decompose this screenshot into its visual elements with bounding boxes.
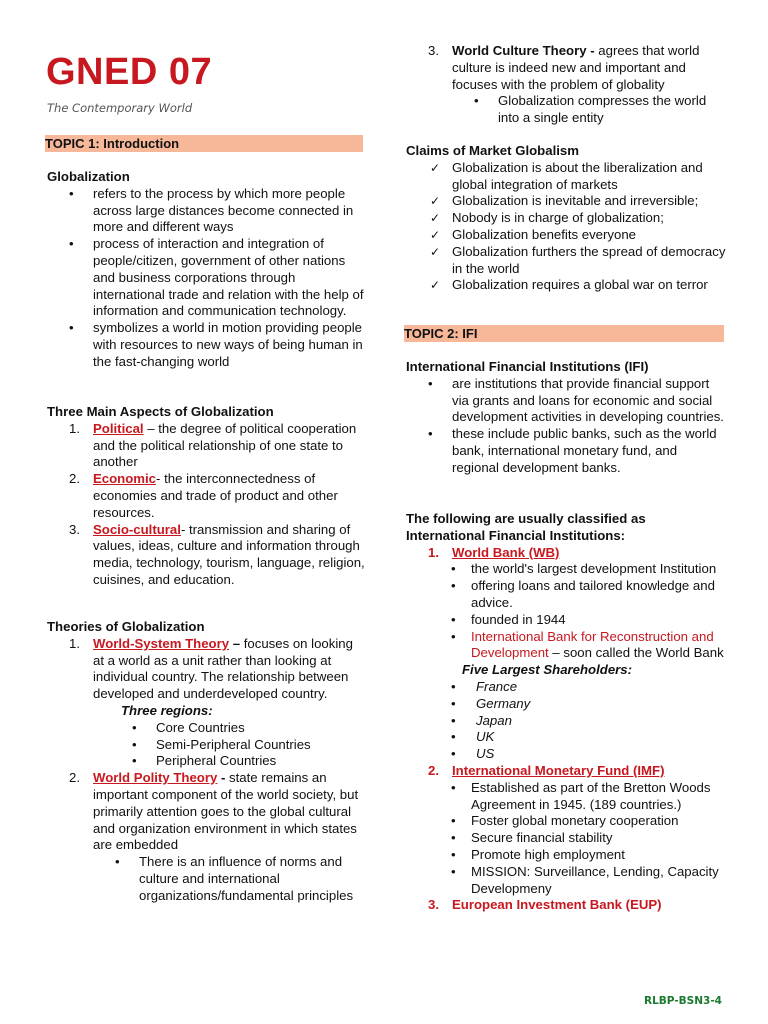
theories-list <box>47 636 365 703</box>
check-icon: ✓ <box>430 194 441 209</box>
bullet-icon: • <box>428 426 433 442</box>
ifi-institutions-3 <box>406 897 726 914</box>
aspects-heading: Three Main Aspects of Globalization <box>47 404 274 419</box>
bullet-icon: • <box>451 863 456 879</box>
aspect-term-economic: Economic <box>93 471 157 487</box>
list-item: • Core Countries <box>132 719 245 735</box>
list-item: • France <box>451 678 518 694</box>
list-item: • US <box>451 746 495 762</box>
theory-term-world-polity: World Polity Theory <box>93 770 218 786</box>
classified-section <box>406 511 726 914</box>
globalization-heading: Globalization <box>47 169 130 184</box>
bullet-icon: • <box>132 736 137 752</box>
aspects-list <box>47 421 365 589</box>
theories-list-2 <box>47 770 365 854</box>
imf-list <box>406 780 726 898</box>
theory-term-world-culture: World Culture Theory - <box>452 43 595 58</box>
bullet-icon: • <box>132 753 137 769</box>
aspect-term-political: Political <box>93 420 144 436</box>
list-item: 3. World Culture Theory - agrees that world culture is indeed new and important and focuses with the problem of globality <box>428 43 700 92</box>
bullet-icon: • <box>115 854 120 870</box>
polity-sublist <box>47 854 365 904</box>
ifi-heading: International Financial Institutions (IFI) <box>406 359 649 374</box>
list-item: • Foster global monetary cooperation <box>451 813 679 829</box>
bullet-icon: • <box>451 628 456 644</box>
list-item: 3. Socio-cultural- transmission and sharing of values, ideas, culture and information through media, technology, tourism, language, religion, cuisines, and education. <box>69 521 365 587</box>
culture-sublist <box>406 93 724 127</box>
bullet-icon: • <box>451 678 456 694</box>
classified-heading: The following are usually classified as International Financial Institutions: <box>406 511 646 543</box>
check-icon: ✓ <box>430 160 441 175</box>
list-item: • process of interaction and integration of people/citizen, government of other nations and business corporations through international trade and relation with the help of information and communication technology. <box>69 236 364 319</box>
list-item: • Peripheral Countries <box>132 753 277 769</box>
bullet-icon: • <box>451 578 456 594</box>
list-item: • Germany <box>451 695 531 711</box>
list-item: • symbolizes a world in motion providing people with resources to new ways of being human in the fast-changing world <box>69 320 363 369</box>
aspects-section <box>47 404 365 589</box>
list-item: • Promote high employment <box>451 846 625 862</box>
list-item: ✓ Nobody is in charge of globalization; <box>430 210 664 226</box>
institution-world-bank: World Bank (WB) <box>452 544 560 560</box>
list-item: ✓ Globalization furthers the spread of democracy in the world <box>430 243 726 276</box>
bullet-icon: • <box>132 719 137 735</box>
list-item: • Japan <box>451 712 512 728</box>
bullet-icon: • <box>451 712 456 728</box>
world-culture-section <box>406 43 724 127</box>
list-item: • International Bank for Reconstruction and Development – soon called the World Bank <box>451 628 724 661</box>
bullet-icon: • <box>451 846 456 862</box>
bullet-icon: • <box>451 611 456 627</box>
claims-section <box>406 143 726 294</box>
aspect-term-sociocultural: Socio-cultural <box>93 521 181 537</box>
institution-imf: International Monetary Fund (IMF) <box>452 762 665 778</box>
check-icon: ✓ <box>430 278 441 293</box>
ifi-institutions-2 <box>406 763 726 780</box>
check-icon: ✓ <box>430 244 441 259</box>
bullet-icon: • <box>451 561 456 577</box>
theories-heading: Theories of Globalization <box>47 619 205 634</box>
list-item: 3. European Investment Bank (EUP) <box>428 897 662 913</box>
bullet-icon: • <box>451 830 456 846</box>
list-item: • these include public banks, such as the world bank, international monetary fund, and regional development banks. <box>428 426 717 475</box>
globalization-section <box>47 169 365 371</box>
topic2-bar <box>404 325 724 342</box>
list-item: • are institutions that provide financial support via grants and loans for economic and social development activities in developing countries. <box>428 375 724 425</box>
topic1-bar-label: TOPIC 1: Introduction <box>45 136 180 151</box>
regions-list <box>47 720 365 770</box>
list-item: • UK <box>451 729 495 745</box>
ifi-list <box>406 376 726 477</box>
check-icon: ✓ <box>430 227 441 242</box>
list-item: • offering loans and tailored knowledge and advice. <box>451 578 715 610</box>
ifi-institutions <box>406 545 726 562</box>
theories-section <box>47 619 365 905</box>
bullet-icon: • <box>69 320 74 336</box>
ifi-section <box>406 359 726 477</box>
bullet-icon: • <box>451 813 456 829</box>
institution-eib: European Investment Bank (EUP) <box>452 897 662 913</box>
bullet-icon: • <box>474 93 479 109</box>
list-item: 2. World Polity Theory - state remains an important component of the world society, but primarily attention goes to the global cultural and organization environment in which states are embedded <box>69 770 359 853</box>
list-item: ✓ Globalization is about the liberalization and global integration of markets <box>430 159 703 192</box>
list-item: • the world's largest development Institution <box>451 561 717 577</box>
topic2-bar-label: TOPIC 2: IFI <box>404 326 478 341</box>
list-item: 2. International Monetary Fund (IMF) <box>428 762 665 778</box>
list-item: • refers to the process by which more people across large distances become connected in more and different ways <box>69 185 354 235</box>
shareholders-label: Five Largest Shareholders: <box>462 662 633 678</box>
theories-list-3 <box>406 43 724 93</box>
list-item: • founded in 1944 <box>451 611 566 627</box>
check-icon: ✓ <box>430 211 441 226</box>
list-item: ✓ Globalization requires a global war on terror <box>430 277 708 293</box>
bullet-icon: • <box>69 185 74 201</box>
wb-list <box>406 561 726 662</box>
list-item: 1. Political – the degree of political cooperation and the political relationship of one state to another <box>69 420 357 470</box>
list-item: • Established as part of the Bretton Woods Agreement in 1945. (189 countries.) <box>451 779 711 812</box>
list-item: 2. Economic- the interconnectedness of economies and trade of product and other resources. <box>69 471 338 520</box>
bullet-icon: • <box>428 375 433 391</box>
list-item: • Globalization compresses the world into a single entity <box>474 93 707 126</box>
list-item: 1. World Bank (WB) <box>428 544 560 560</box>
footer-code: RLBP-BSN3-4 <box>644 995 722 1007</box>
claims-list <box>406 160 726 294</box>
claims-heading: Claims of Market Globalism <box>406 143 579 158</box>
list-item: • Semi-Peripheral Countries <box>132 736 311 752</box>
bullet-icon: • <box>451 729 456 745</box>
globalization-list <box>47 186 365 371</box>
list-item: 1. World-System Theory – focuses on looking at a world as a unit rather than looking at individual country. The relationship between developed and underdeveloped country. <box>69 635 353 702</box>
theory-term-world-system: World-System Theory <box>93 635 230 651</box>
list-item: • MISSION: Surveillance, Lending, Capacity Developmeny <box>451 863 719 896</box>
bullet-icon: • <box>451 695 456 711</box>
bullet-icon: • <box>451 746 456 762</box>
regions-label: Three regions: <box>121 702 213 718</box>
topic1-bar <box>45 135 363 152</box>
list-item: • Secure financial stability <box>451 830 613 846</box>
course-subtitle: The Contemporary World <box>47 101 193 115</box>
shareholders-list <box>406 679 726 763</box>
list-item: ✓ Globalization is inevitable and irreversible; <box>430 193 699 209</box>
bullet-icon: • <box>451 779 456 795</box>
bullet-icon: • <box>69 236 74 252</box>
course-code-title: GNED 07 <box>46 51 213 93</box>
list-item: ✓ Globalization benefits everyone <box>430 226 637 242</box>
list-item: • There is an influence of norms and culture and international organizations/fundamental principles <box>115 854 354 903</box>
